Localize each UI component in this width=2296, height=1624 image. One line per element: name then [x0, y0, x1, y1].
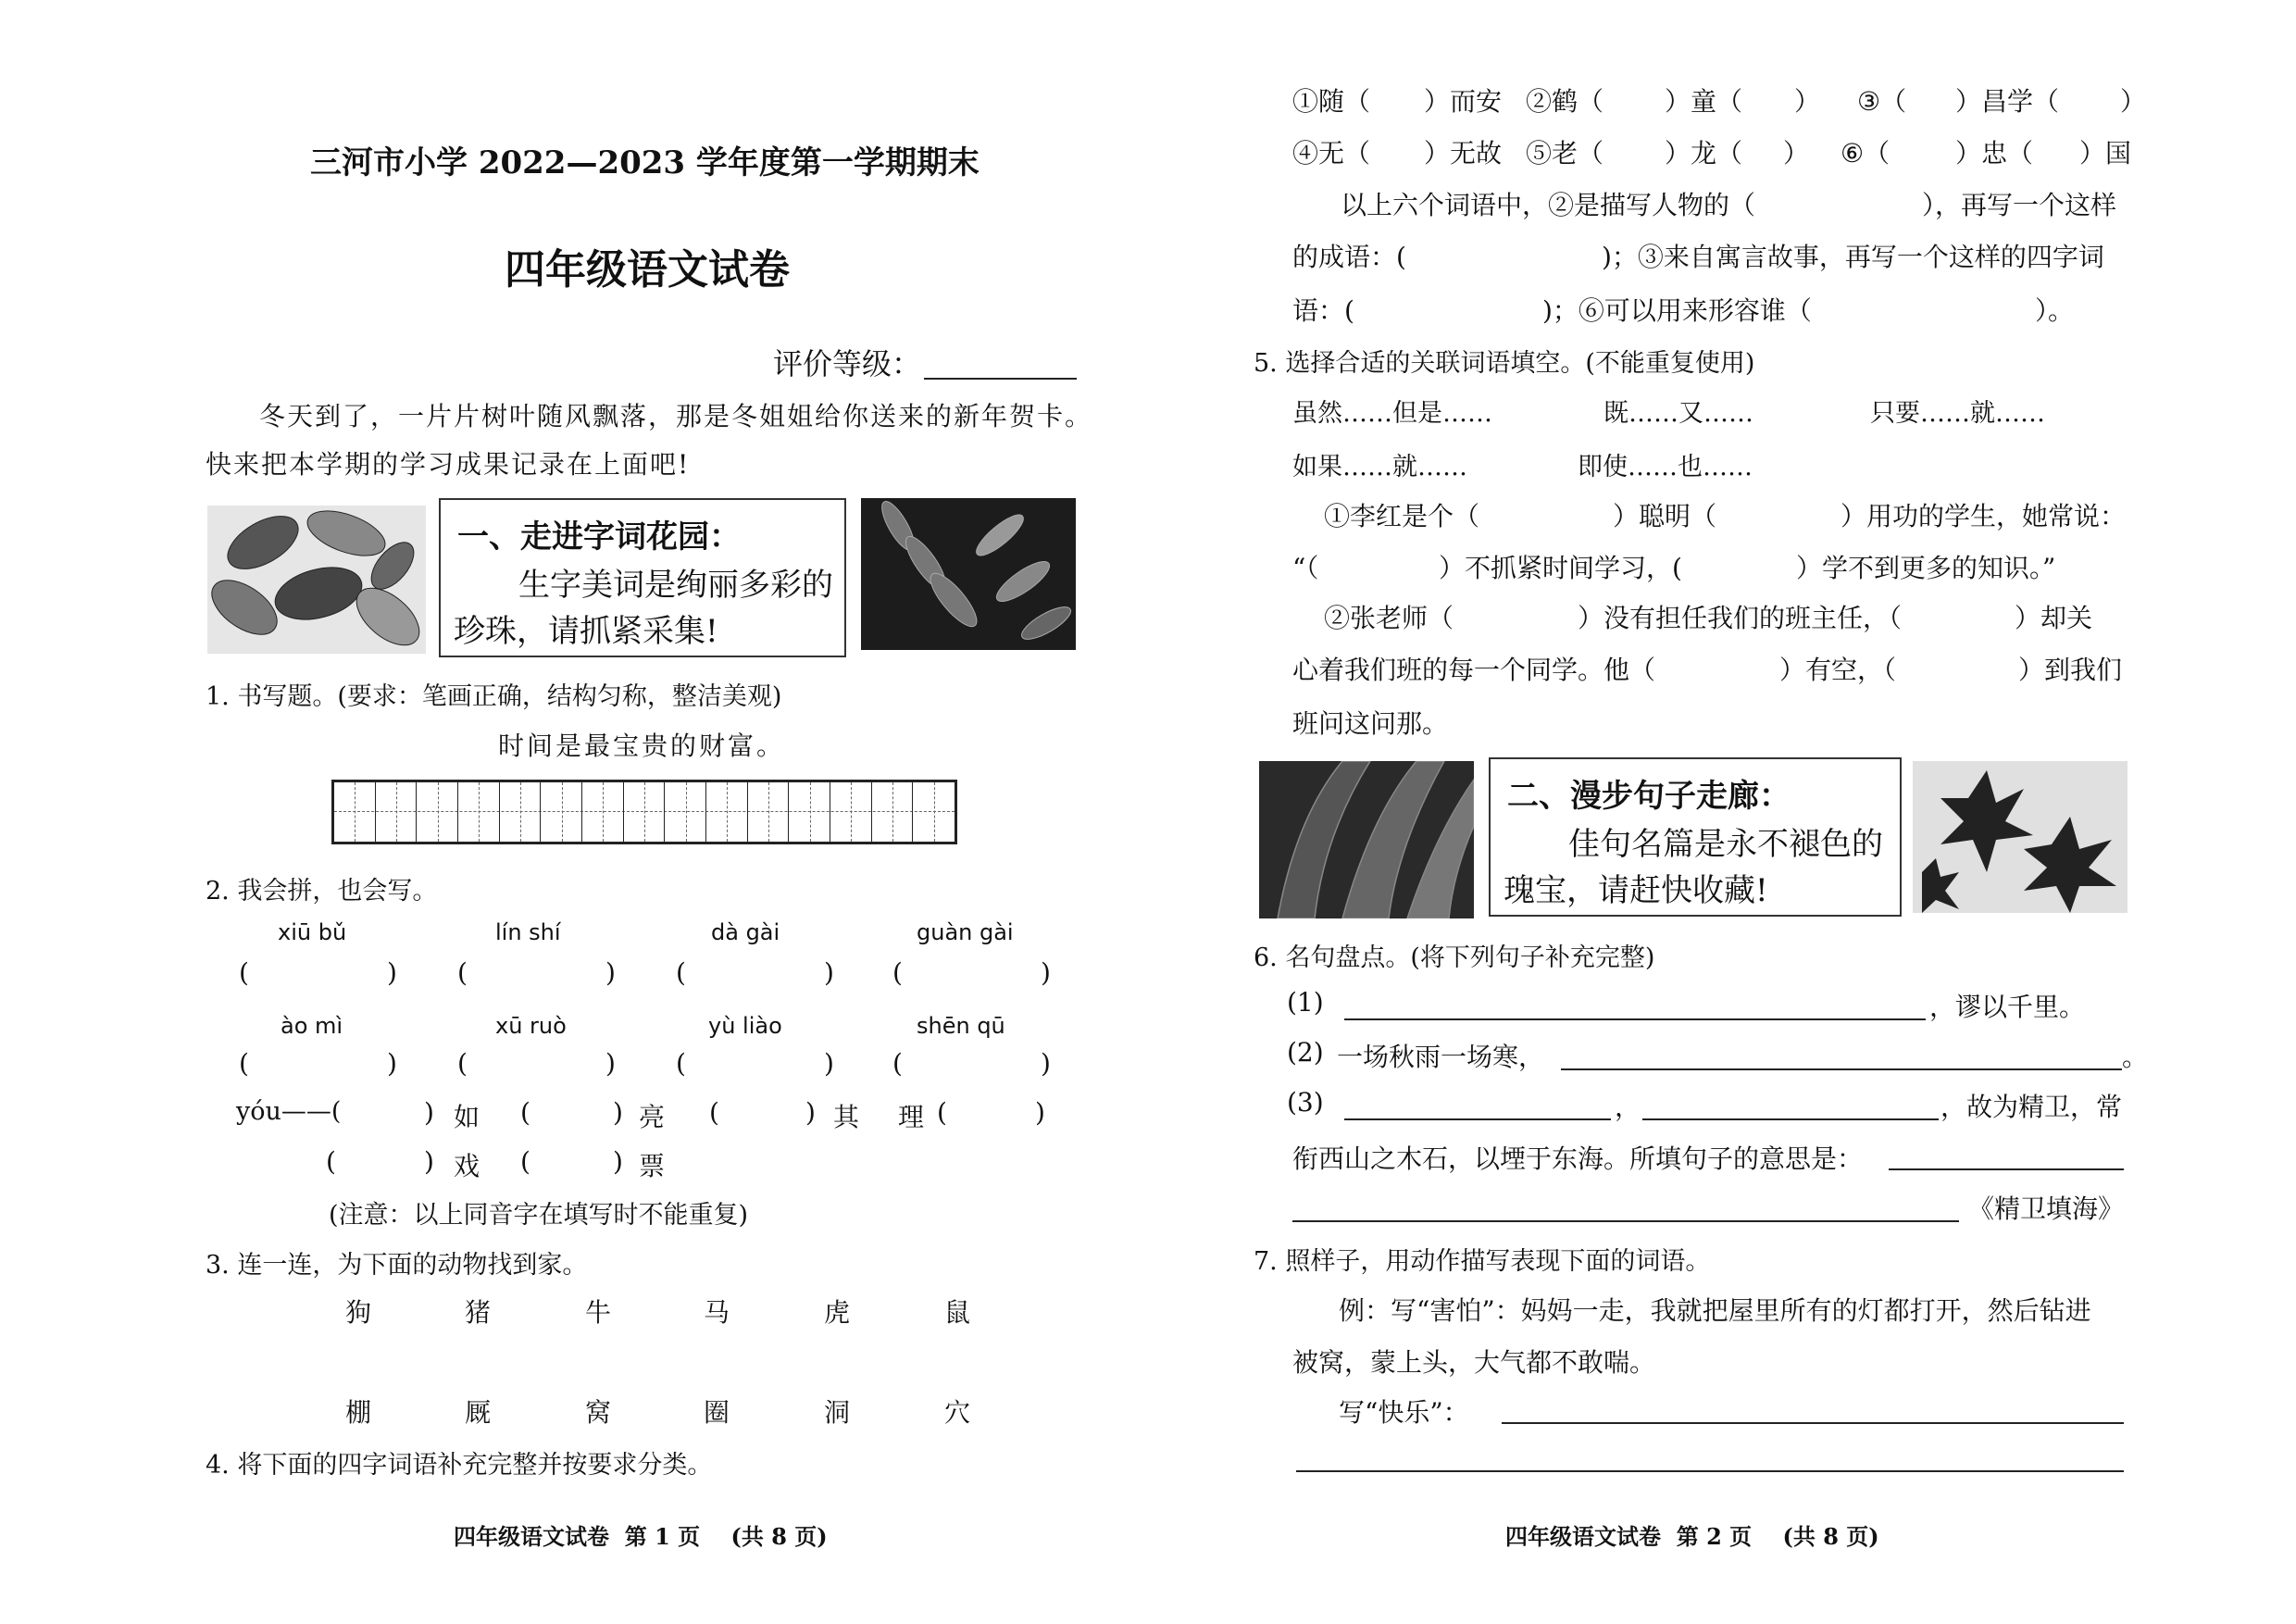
writing-grid[interactable]: [331, 780, 957, 844]
pinyin-7: yù liào: [708, 1013, 782, 1039]
q6-2-end: 。: [2122, 1042, 2149, 1072]
idiom-5a: ⑤老（: [1526, 138, 1604, 169]
animal-3[interactable]: 牛: [585, 1297, 612, 1328]
paren-open: (: [457, 1048, 468, 1079]
q6-label: 6. 名句盘点。(将下列句子补充完整): [1254, 943, 1655, 972]
q5-option-2: 既……又……: [1603, 399, 1753, 428]
paren-close: ): [1041, 957, 1051, 988]
idiom-6c: ）国: [2079, 138, 2132, 169]
q5-s1a: ①李红是个（: [1324, 501, 1480, 531]
pinyin-1: xiū bǔ: [278, 919, 347, 945]
q5-s2g: 班问这问那。: [1292, 708, 1449, 739]
grade-label: 评价等级：: [773, 346, 922, 381]
section-2-box: [1489, 757, 1902, 917]
idiom-2c: ）: [1794, 86, 1821, 117]
paren-open: (: [326, 1146, 336, 1177]
grid-cell-border: [416, 782, 417, 842]
animal-6[interactable]: 鼠: [944, 1297, 971, 1328]
q6-3-blank-1[interactable]: [1344, 1118, 1611, 1120]
q4-text-3b: )；⑥可以用来形容谁（: [1542, 295, 1812, 326]
idiom-3a: ③（: [1857, 86, 1907, 117]
idiom-6b: ）忠（: [1955, 138, 2034, 169]
idiom-3c: ）: [2120, 86, 2147, 117]
q7-label: 7. 照样子，用动作描写表现下面的词语。: [1254, 1247, 1711, 1276]
paren-close: ): [1035, 1097, 1045, 1128]
q6-3-end: ，故为精卫，常: [1940, 1092, 2123, 1122]
grid-cell-guide: [438, 782, 439, 842]
leaves-photo-left: [207, 506, 426, 654]
grid-cell-border: [912, 782, 913, 842]
q6-1-num: (1): [1287, 987, 1324, 1018]
pinyin-2: lín shí: [495, 919, 561, 945]
paren-open: (: [676, 957, 686, 988]
paren-close: ): [613, 1097, 623, 1128]
section-1-line-2: 珍珠，请抓紧采集!: [454, 613, 718, 650]
q5-s2e: ）有空，（: [1779, 655, 1897, 685]
grid-cell-border: [747, 782, 748, 842]
you-word-3: 其: [833, 1102, 860, 1132]
q6-3-blank-2[interactable]: [1642, 1118, 1939, 1120]
paren-open: (: [892, 1048, 903, 1079]
grid-cell-guide: [686, 782, 687, 842]
home-3[interactable]: 窝: [585, 1397, 612, 1428]
grid-cell-border: [457, 782, 458, 842]
idiom-2b: ）童（: [1665, 86, 1743, 117]
idiom-3b: ）昌学（: [1955, 86, 2060, 117]
grid-cell-border: [581, 782, 582, 842]
q6-3-num: (3): [1287, 1087, 1324, 1118]
q4-text-3c: ）。: [2035, 295, 2075, 326]
section-1-box: [439, 498, 846, 657]
q4-text-2a: 的成语：(: [1292, 242, 1406, 272]
grid-cell-guide: [644, 782, 645, 842]
paren-close: ): [424, 1097, 434, 1128]
q6-2-text: 一场秋雨一场寒，: [1337, 1042, 1545, 1072]
idiom-4b: ）无故: [1424, 138, 1503, 169]
paren-close: ): [605, 957, 616, 988]
section-1-line-1: 生字美词是绚丽多彩的: [518, 567, 833, 604]
idiom-4a: ④无（: [1292, 138, 1371, 169]
q5-option-4: 如果……就……: [1292, 453, 1467, 481]
home-4[interactable]: 圈: [704, 1397, 730, 1428]
you-prefix: yóu——(: [236, 1097, 342, 1126]
grid-cell-guide: [851, 782, 852, 842]
grid-cell-guide: [768, 782, 769, 842]
pinyin-6: xū ruò: [495, 1013, 567, 1039]
q4-text-2b: )；③来自寓言故事，再写一个这样的四字词: [1602, 242, 2104, 272]
animal-2[interactable]: 猪: [465, 1297, 492, 1328]
paren-open: (: [937, 1097, 947, 1128]
paren-close: ): [824, 957, 834, 988]
q6-1-blank[interactable]: [1344, 1018, 1926, 1020]
q7-answer-line-2[interactable]: [1296, 1470, 2124, 1472]
q5-s1e: ）不抓紧时间学习，(: [1439, 553, 1682, 583]
paren-open: (: [239, 957, 249, 988]
exam-subtitle: 四年级语文试卷: [505, 246, 790, 294]
grade-blank[interactable]: [924, 378, 1077, 380]
q7-answer-line-1[interactable]: [1502, 1422, 2124, 1424]
grid-cell-border: [664, 782, 665, 842]
q6-1-end: ，谬以千里。: [1929, 992, 2086, 1022]
q6-5-blank[interactable]: [1292, 1220, 1959, 1222]
you-word-1: 如: [454, 1102, 480, 1132]
q6-2-blank[interactable]: [1561, 1068, 2122, 1070]
paren-close: ): [824, 1048, 834, 1079]
paren-open: (: [239, 1048, 249, 1079]
pinyin-4: guàn gài: [917, 919, 1014, 945]
grid-cell-guide: [479, 782, 480, 842]
leaves-photo-right: [861, 498, 1076, 650]
q4-label: 4. 将下面的四字词语补充完整并按要求分类。: [206, 1451, 713, 1480]
leaves-photo-dark: [1259, 761, 1474, 918]
home-6[interactable]: 穴: [944, 1397, 971, 1428]
page-1-footer: 四年级语文试卷 第 1 页 (共 8 页): [454, 1523, 828, 1550]
q5-option-5: 即使……也……: [1578, 453, 1753, 481]
pinyin-8: shēn qū: [917, 1013, 1005, 1039]
home-1[interactable]: 棚: [345, 1397, 372, 1428]
home-2[interactable]: 厩: [465, 1397, 492, 1428]
you-word-5: 戏: [454, 1151, 480, 1181]
paren-open: (: [520, 1097, 530, 1128]
grid-cell-guide: [562, 782, 563, 842]
grid-cell-border: [375, 782, 376, 842]
q5-s2c: ）却关: [2015, 603, 2093, 633]
idiom-1b: ）而安: [1424, 86, 1503, 117]
q1-label: 1. 书写题。(要求：笔画正确，结构匀称，整洁美观): [206, 682, 782, 711]
q5-option-3: 只要……就……: [1870, 399, 2045, 428]
grid-cell-guide: [892, 782, 893, 842]
section-1-heading: 一、走进字词花园：: [457, 518, 741, 556]
grid-cell-border: [623, 782, 624, 842]
grid-cell-guide: [603, 782, 604, 842]
q7-example-2: 被窝，蒙上头，大气都不敢喘。: [1292, 1347, 1656, 1378]
grid-cell-guide: [727, 782, 728, 842]
exam-title: 三河市小学 2022—2023 学年度第一学期期末: [310, 144, 980, 181]
grid-cell-border: [705, 782, 706, 842]
q5-label: 5. 选择合适的关联词语填空。(不能重复使用): [1254, 349, 1755, 378]
q2-label: 2. 我会拼，也会写。: [206, 877, 438, 906]
q5-s1b: ）聪明（: [1613, 501, 1717, 531]
page-2-footer: 四年级语文试卷 第 2 页 (共 8 页): [1505, 1523, 1879, 1550]
q6-5-source: 《精卫填海》: [1968, 1193, 2125, 1224]
q5-option-1: 虽然……但是……: [1292, 399, 1492, 428]
grid-cell-border: [788, 782, 789, 842]
grid-cell-guide: [355, 782, 356, 842]
paren-open: (: [457, 957, 468, 988]
pinyin-3: dà gài: [711, 919, 780, 945]
idiom-6a: ⑥（: [1841, 138, 1890, 169]
home-5[interactable]: 洞: [824, 1397, 851, 1428]
q6-4-blank[interactable]: [1889, 1168, 2124, 1170]
q5-s2b: ）没有担任我们的班主任，（: [1578, 603, 1903, 633]
paren-close: ): [387, 1048, 397, 1079]
q4-text-1a: 以上六个词语中，②是描写人物的（: [1341, 190, 1756, 220]
intro-line-2: 快来把本学期的学习成果记录在上面吧!: [206, 449, 691, 480]
q5-s1c: ）用功的学生，她常说：: [1841, 501, 2127, 531]
q5-s1f: ）学不到更多的知识。”: [1796, 553, 2056, 583]
paren-close: ): [424, 1146, 434, 1177]
q6-4-text: 衔西山之木石，以堙于东海。所填句子的意思是：: [1292, 1143, 1864, 1174]
animal-1[interactable]: 狗: [345, 1297, 372, 1328]
q6-2-num: (2): [1287, 1037, 1324, 1068]
you-word-4: 理: [898, 1102, 925, 1132]
you-word-6: 票: [639, 1151, 666, 1181]
grid-cell-guide: [934, 782, 935, 842]
paren-close: ): [613, 1146, 623, 1177]
grid-cell-guide: [810, 782, 811, 842]
idiom-5b: ）龙（: [1665, 138, 1743, 169]
q7-write-label: 写“快乐”：: [1339, 1397, 1469, 1428]
q3-label: 3. 连一连，为下面的动物找到家。: [206, 1251, 588, 1280]
q5-s2d: 心着我们班的每一个同学。他（: [1292, 655, 1656, 685]
paren-close: ): [1041, 1048, 1051, 1079]
section-2-heading: 二、漫步句子走廊：: [1507, 778, 1791, 815]
grid-cell-guide: [396, 782, 397, 842]
section-2-line-2: 瑰宝，请赶快收藏!: [1504, 872, 1768, 909]
paren-close: ): [387, 957, 397, 988]
grid-cell-border: [871, 782, 872, 842]
grid-cell-border: [540, 782, 541, 842]
animal-5[interactable]: 虎: [824, 1297, 851, 1328]
section-2-line-1: 佳句名篇是永不褪色的: [1568, 826, 1883, 863]
q5-s1d: “（: [1292, 553, 1319, 583]
pinyin-5: ào mì: [281, 1013, 343, 1039]
animal-4[interactable]: 马: [704, 1297, 730, 1328]
idiom-1a: ①随（: [1292, 86, 1371, 117]
q4-text-3a: 语：(: [1292, 295, 1354, 326]
q2-note: (注意：以上同音字在填写时不能重复): [329, 1201, 749, 1230]
intro-line-1: 冬天到了，一片片树叶随风飘落，那是冬姐姐给你送来的新年贺卡。: [259, 401, 1093, 431]
q4-text-1b: ），再写一个这样: [1922, 190, 2117, 220]
q5-s2f: ）到我们: [2018, 655, 2123, 685]
paren-close: ): [805, 1097, 816, 1128]
paren-close: ): [605, 1048, 616, 1079]
q7-example-1: 例：写“害怕”：妈妈一走，我就把屋里所有的灯都打开，然后钻进: [1339, 1295, 2091, 1326]
paren-open: (: [709, 1097, 719, 1128]
paren-open: (: [676, 1048, 686, 1079]
grid-cell-border: [499, 782, 500, 842]
paren-open: (: [892, 957, 903, 988]
paren-open: (: [520, 1146, 530, 1177]
idiom-2a: ②鹤（: [1526, 86, 1604, 117]
q1-sentence: 时间是最宝贵的财富。: [498, 731, 786, 761]
grid-cell-guide: [520, 782, 521, 842]
idiom-5c: ）: [1783, 138, 1810, 169]
you-word-2: 亮: [639, 1102, 666, 1132]
maple-leaf-photo: [1913, 761, 2128, 913]
q5-s2a: ②张老师（: [1324, 603, 1454, 633]
q6-3-comma: ，: [1615, 1092, 1641, 1122]
